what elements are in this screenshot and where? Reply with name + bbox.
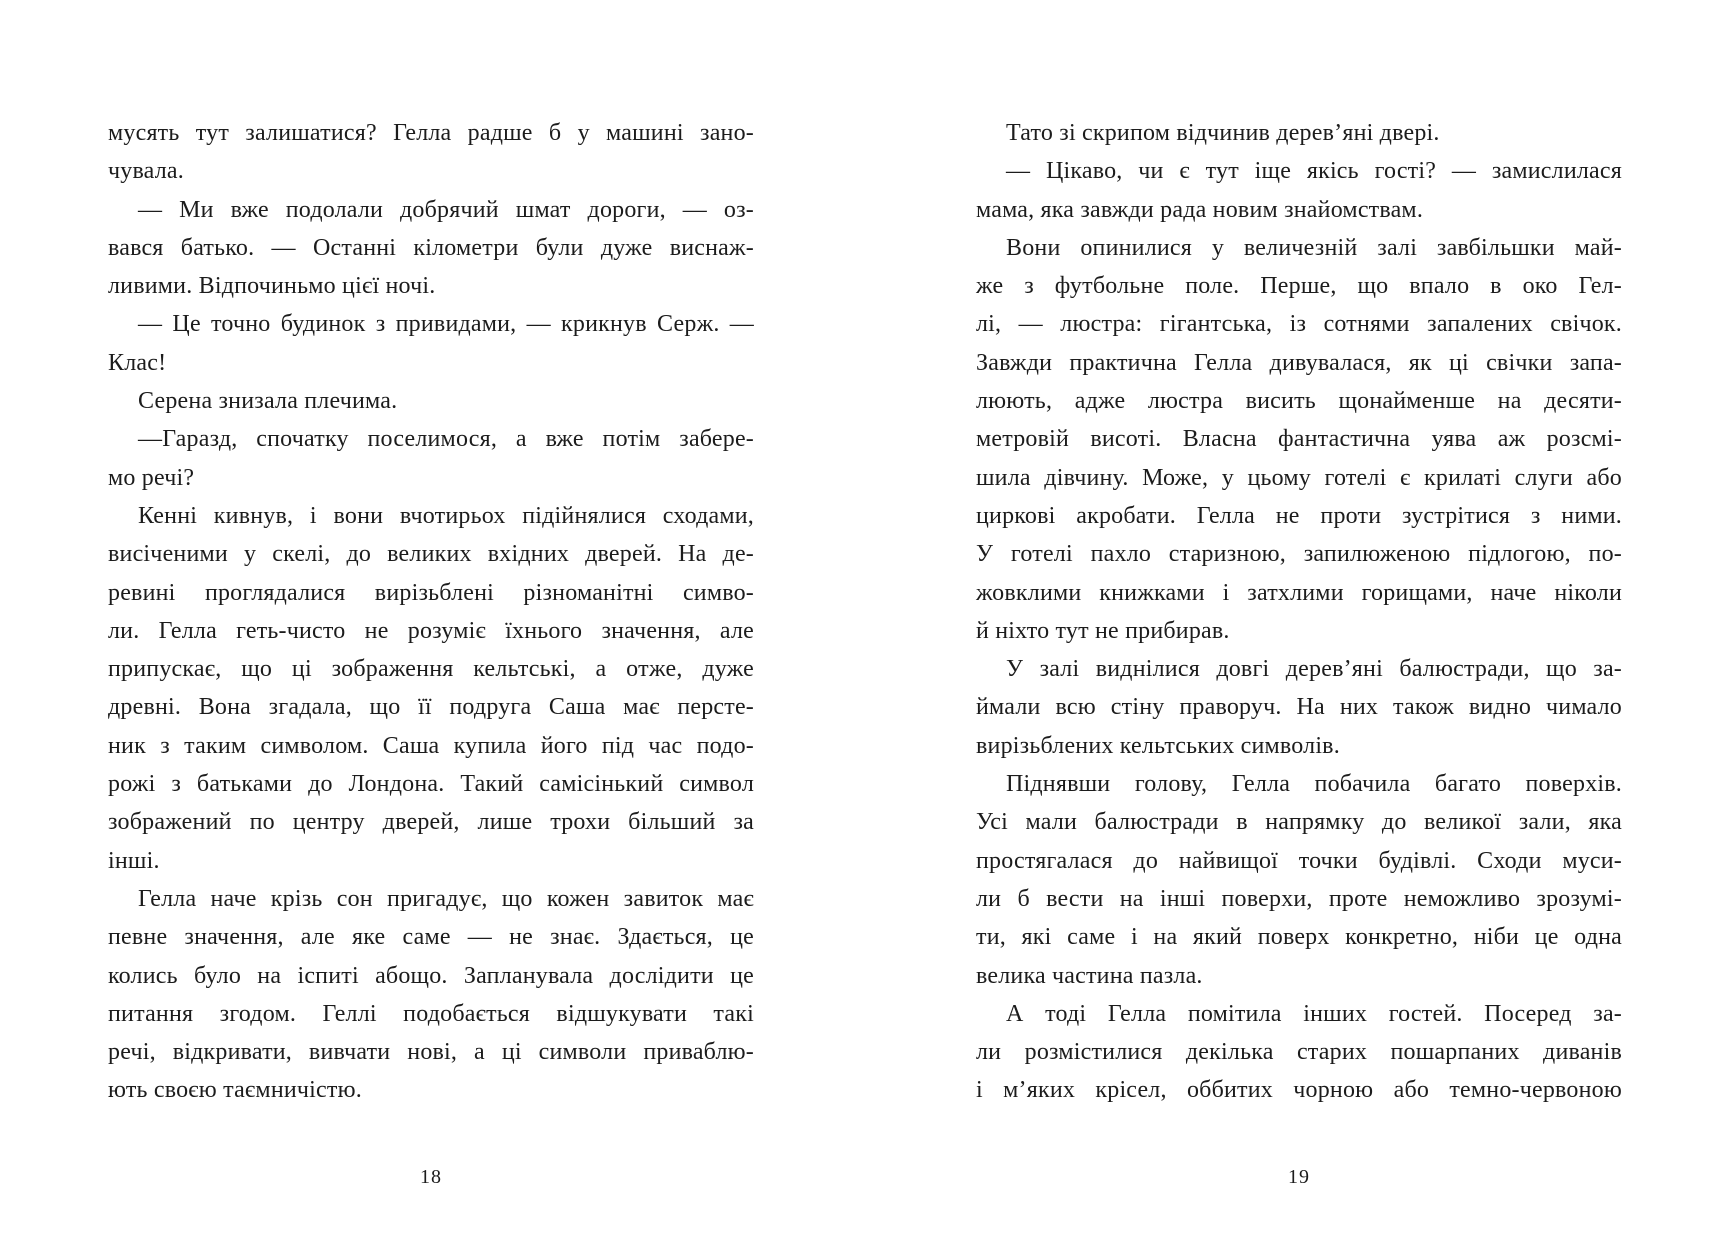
text-line: мусять тут залишатися? Гелла радше б у машині зано- (108, 120, 754, 146)
text-line: ливими. Відпочиньмо цієї ночі. (108, 273, 436, 300)
text-line: У залі виднілися довгі дерев’яні балюстради, що за- (1006, 656, 1622, 683)
text-line: висіченими у скелі, до великих вхідних дверей. На де- (108, 541, 754, 568)
text-line: Серена знизала плечима. (138, 388, 398, 415)
text-line: шила дівчину. Може, у цьому готелі є крилаті слуги або (976, 464, 1622, 491)
page-right (856, 0, 1713, 1258)
text-line: — Це точно будинок з привидами, — крикнув Серж. — (138, 311, 754, 338)
text-line: лі, — люстра: гігантська, із сотнями запалених свічок. (976, 311, 1622, 338)
text-line: ли. Гелла геть-чисто не розуміє їхнього значення, але (108, 617, 754, 644)
text-line: й ніхто тут не прибирав. (976, 617, 1230, 644)
text-line: ник з таким символом. Саша купила його під час подо- (108, 732, 754, 759)
text-line: ли б вести на інші поверхи, проте неможливо зрозумі- (976, 885, 1622, 912)
text-line: речі, відкривати, вивчати нові, а ці символи приваблю- (108, 1039, 754, 1066)
text-line: рожі з батьками до Лондона. Такий самісінький символ (108, 771, 754, 798)
text-line: жовклими книжками і затхлими горищами, наче ніколи (976, 579, 1622, 606)
text-line: А тоді Гелла помітила інших гостей. Посеред за- (1006, 1000, 1622, 1027)
text-line: Піднявши голову, Гелла побачила багато поверхів. (1006, 771, 1622, 798)
text-line: ють своєю таємничістю. (108, 1077, 362, 1104)
text-line: ти, які саме і на який поверх конкретно, ніби це одна (976, 924, 1622, 951)
text-line: ли розмістилися декілька старих пошарпаних диванів (976, 1039, 1622, 1066)
text-line: інші. (108, 847, 160, 874)
text-line: циркові акробати. Гелла не проти зустрітися з ними. (976, 502, 1622, 529)
text-line: древні. Вона згадала, що її подруга Саша має персте- (108, 694, 754, 721)
text-line: велика частина пазла. (976, 962, 1203, 989)
text-line: питання згодом. Геллі подобається відшукувати такі (108, 1000, 754, 1027)
text-line: мама, яка завжди рада новим знайомствам. (976, 196, 1424, 223)
text-line: простягалася до найвищої точки будівлі. Сходи муси- (976, 847, 1622, 874)
text-line: ймали всю стіну праворуч. На них також видно чимало (976, 694, 1622, 721)
text-line: ревині проглядалися вирізьблені різноманітні симво- (108, 579, 754, 606)
text-line: і м’яких крісел, оббитих чорною або темно-червоною (976, 1077, 1622, 1104)
text-line: —Гаразд, спочатку поселимося, а вже потім забере- (138, 426, 754, 453)
text-line: — Цікаво, чи є тут іще якісь гості? — замислилася (1006, 158, 1622, 185)
text-line: Завжди практична Гелла дивувалася, як ці свічки запа- (976, 349, 1622, 376)
text-line: колись було на іспиті абощо. Запланувала дослідити це (108, 962, 754, 989)
text-line: — Ми вже подолали добрячий шмат дороги, — оз- (138, 196, 754, 223)
page-left-text-column (108, 114, 754, 1110)
text-line: вався батько. — Останні кілометри були дуже виснаж- (108, 234, 754, 261)
text-line: Клас! (108, 349, 167, 376)
page-left (0, 0, 856, 1258)
page-right-page-number: 19 (1288, 1166, 1310, 1188)
text-line: Кенні кивнув, і вони вчотирьох підійнялися сходами, (138, 502, 754, 529)
text-line: зображений по центру дверей, лише трохи більший за (108, 809, 754, 836)
text-line: Вони опинилися у величезній залі завбільшки май- (1006, 234, 1622, 261)
text-line: же з футбольне поле. Перше, що впало в око Гел- (976, 273, 1622, 300)
text-line: Тато зі скрипом відчинив дерев’яні двері. (1006, 120, 1440, 146)
text-line: певне значення, але яке саме — не знає. Здається, це (108, 924, 754, 951)
page-left-page-number: 18 (420, 1166, 442, 1188)
text-line: люють, адже люстра висить щонайменше на десяти- (976, 388, 1622, 415)
text-line: Гелла наче крізь сон пригадує, що кожен завиток має (138, 885, 754, 912)
page-right-text-column (976, 114, 1622, 1110)
text-line: метровій висоті. Власна фантастична уява аж розсмі- (976, 426, 1622, 453)
text-line: чувала. (108, 158, 184, 185)
text-line: вирізьблених кельтських символів. (976, 732, 1340, 759)
text-line: мо речі? (108, 464, 195, 491)
text-line: У готелі пахло старизною, запилюженою підлогою, по- (976, 541, 1622, 568)
text-line: Усі мали балюстради в напрямку до великої зали, яка (976, 809, 1622, 836)
text-line: припускає, що ці зображення кельтські, а отже, дуже (108, 656, 754, 683)
